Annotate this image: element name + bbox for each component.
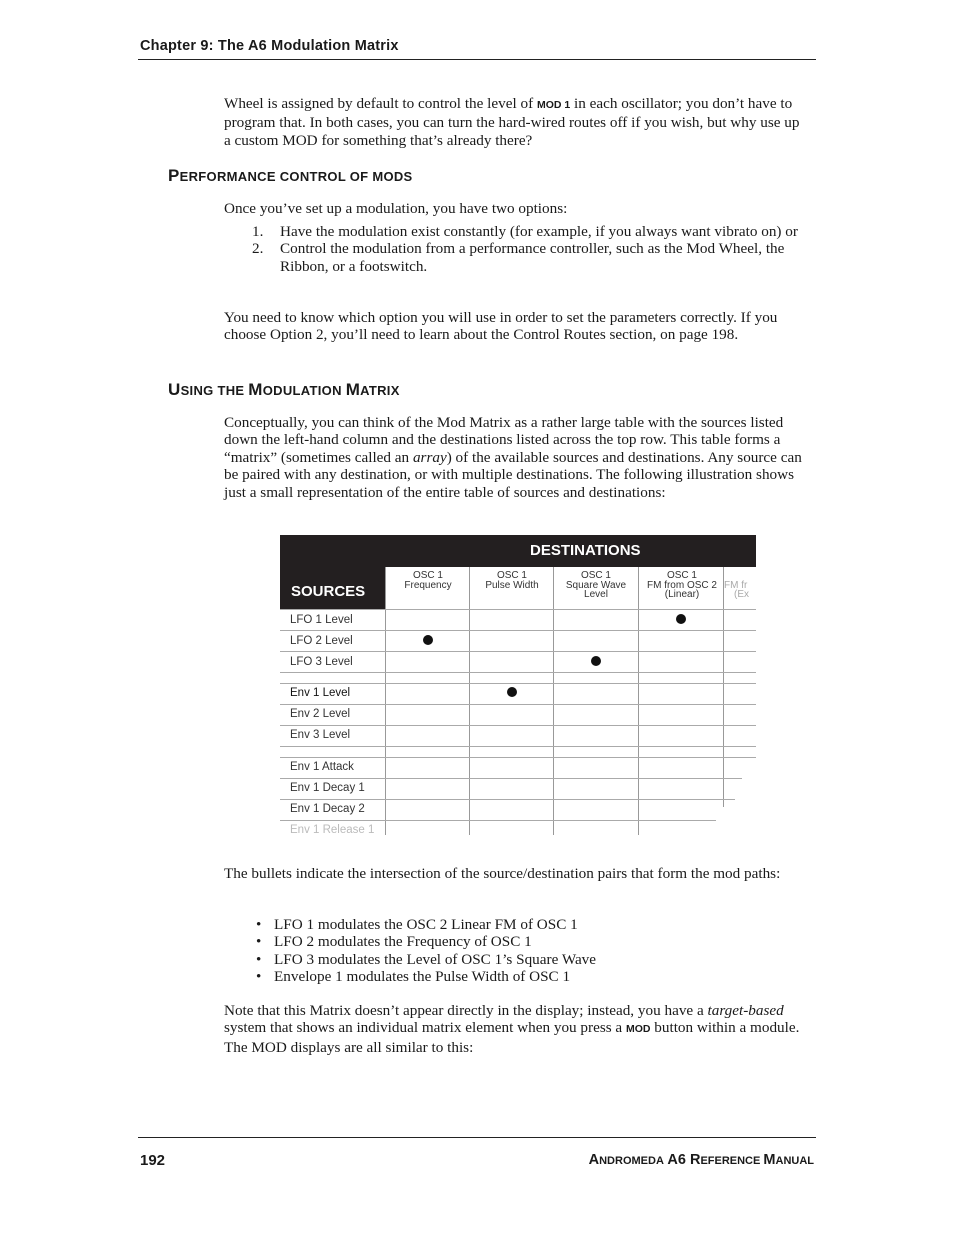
section-heading-performance: PERFORMANCE CONTROL OF MODS [168,166,413,185]
column-header-cut: FM fr (Ex [724,579,749,600]
destinations-label: DESTINATIONS [530,542,641,559]
destinations-bar-end [694,535,756,567]
source-row-label: Env 1 Release 1 [290,824,375,835]
column-header: OSC 1 Frequency [404,570,452,591]
column-header: OSC 1 Square Wave Level [565,570,627,600]
source-row-label: Env 1 Decay 1 [290,782,365,794]
section-heading-using-matrix: USING THE MODULATION MATRIX [168,380,400,399]
performance-followup: You need to know which option you will use in order to set the parameters correctly. If you choose Option 2, you’ll need to learn about the Control Routes section, on page 198. [224,309,778,344]
bullets-intro: The bullets indicate the intersection of the source/destination pairs that form the mod paths: [224,865,781,882]
option-item: 1. Have the modulation exist constantly (for example, if you always want vibrato on) or [252,223,798,240]
column-header: OSC 1 Pulse Width [485,570,539,591]
sources-header [280,567,386,609]
mod-path-item: • LFO 1 modulates the OSC 2 Linear FM of OSC 1 [256,916,578,933]
running-header: Chapter 9: The A6 Modulation Matrix [140,38,399,54]
intro-paragraph: Wheel is assigned by default to control the level of MOD 1 in each oscillator; you don’t have to program that. In both cases, you can turn the hard-wired routes off if you wish, but why use up a custom MOD for something that’s already there? [224,95,800,149]
source-row-label: Env 1 Level [290,687,351,699]
source-row-label: Env 3 Level [290,729,351,741]
closing-paragraph: Note that this Matrix doesn’t appear directly in the display; instead, you have a target-based system that shows an individual matrix element when you press a MOD button within a module. The MOD displays are all similar to this: [224,1002,800,1056]
manual-title: ANDROMEDA A6 REFERENCE MANUAL [588,1152,814,1168]
source-row-label: LFO 3 Level [290,656,353,668]
sources-label: SOURCES [291,583,366,600]
mod-path-item: • Envelope 1 modulates the Pulse Width of OSC 1 [256,968,571,986]
options-list [252,223,808,275]
intersection-bullet [507,687,517,697]
intersection-bullet [591,656,601,666]
mod-path-item: • LFO 3 modulates the Level of OSC 1’s Square Wave [256,950,597,968]
option-item: 2. Control the modulation from a performance controller, such as the Mod Wheel, the Ribbon, or a footswitch. [252,240,785,275]
intersection-bullet [423,635,433,645]
footer-rule [138,1137,816,1138]
page-number: 192 [140,1152,166,1169]
source-row-label: Env 2 Level [290,708,351,720]
performance-lead: Once you’ve set up a modulation, you have two options: [224,200,568,217]
source-row-label: LFO 2 Level [290,635,353,647]
mod-path-list [256,916,596,986]
source-row-label: LFO 1 Level [290,614,353,626]
matrix-intro-paragraph: Conceptually, you can think of the Mod Matrix as a rather large table with the sources listed down the left-hand column and the destinations listed across the top row. This table forms a “matrix” (sometimes called an array) of the available sources and destinations. Any source can be paired with any destination, or with multiple destinations. The following illustration shows just a small representation of the entire table of sources and destinations: [224,414,802,501]
intersection-bullet [676,614,686,624]
source-row-label: Env 1 Decay 2 [290,803,365,815]
column-header: OSC 1 FM from OSC 2 (Linear) [646,570,717,600]
source-row-label: Env 1 Attack [290,761,354,773]
mod-path-item: • LFO 2 modulates the Frequency of OSC 1 [256,933,532,951]
mod-matrix-figure [280,535,760,835]
header-rule [138,59,816,60]
